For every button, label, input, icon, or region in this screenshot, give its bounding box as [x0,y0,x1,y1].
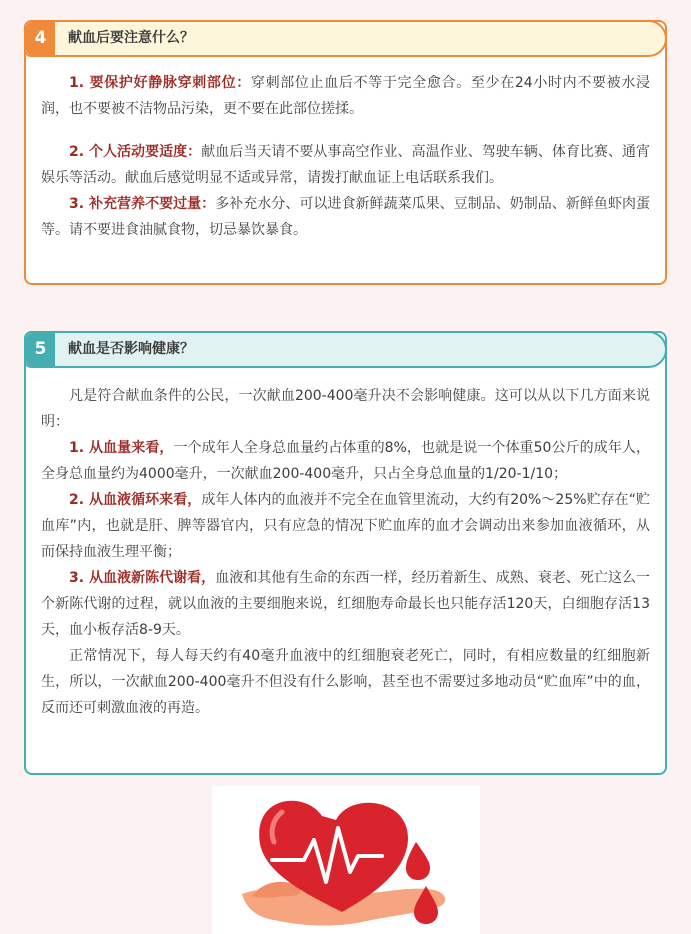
section-title: 献血是否影响健康？ [68,341,194,357]
section-card-4 [24,20,667,285]
section-header-5 [24,331,667,368]
section-body [41,70,650,243]
list-item [41,565,650,643]
section-number-badge: 4 [26,22,55,55]
item-lead: 3. 从血液新陈代谢看， [69,570,216,586]
intro-paragraph: 凡是符合献血条件的公民，一次献血200-400毫升决不会影响健康。这可以从以下几方面来说明： [41,388,650,430]
list-item [41,487,650,565]
item-text: 成年人体内的血液并不完全在血管里流动，大约有20%～25%贮存在“贮血库”内，也就是肝、脾等器官内，只有应急的情况下贮血库的血才会调动出来参加血液循环，从而保持血液生理平衡； [41,492,650,560]
item-lead: 1. 要保护好静脉穿刺部位： [69,75,251,91]
item-text: 穿刺部位止血后不等于完全愈合。至少在24小时内不要被水浸润，也不要被不洁物品污染，更不要在此部位搓揉。 [41,75,650,117]
section-title: 献血后要注意什么？ [68,30,194,46]
item-text: 多补充水分、可以进食新鲜蔬菜瓜果、豆制品、奶制品、新鲜鱼虾肉蛋等。请不要进食油腻食物，切忌暴饮暴食。 [41,196,650,238]
illustration-svg [212,786,480,934]
conclusion-paragraph: 正常情况下，每人每天约有40毫升血液中的红细胞衰老死亡，同时，有相应数量的红细胞新生，所以，一次献血200-400毫升不但没有什么影响，甚至也不需要过多地动员“贮血库”中的血，反而还可刺激血液的再造。 [41,648,650,716]
blood-donation-illustration [212,786,480,934]
item-lead: 1. 从血量来看， [69,440,174,456]
list-item [41,191,650,243]
section-body [41,383,650,721]
item-text: 血液和其他有生命的东西一样，经历着新生、成熟、衰老、死亡这么一个新陈代谢的过程，就以血液的主要细胞来说，红细胞寿命最长也只能存活120天，白细胞存活13天，血小板存活8-9天。 [41,570,650,638]
item-text: 一个成年人全身总血量约占体重的8%，也就是说一个体重50公斤的成年人，全身总血量约为4000毫升，一次献血200-400毫升，只占全身总血量的1/20-1/10； [41,440,650,482]
section-header-4 [24,20,667,57]
item-lead: 2. 从血液循环来看， [69,492,202,508]
item-lead: 2. 个人活动要适度： [69,144,202,160]
blood-drop-icon [406,842,430,880]
list-item [41,435,650,487]
section-card-5 [24,331,667,775]
list-item [41,70,650,122]
item-lead: 3. 补充营养不要过量： [69,196,216,212]
item-text: 献血后当天请不要从事高空作业、高温作业、驾驶车辆、体育比赛、通宵娱乐等活动。献血后感觉明显不适或异常，请拨打献血证上电话联系我们。 [41,144,651,186]
section-number-badge: 5 [26,333,55,366]
list-item [41,139,650,191]
